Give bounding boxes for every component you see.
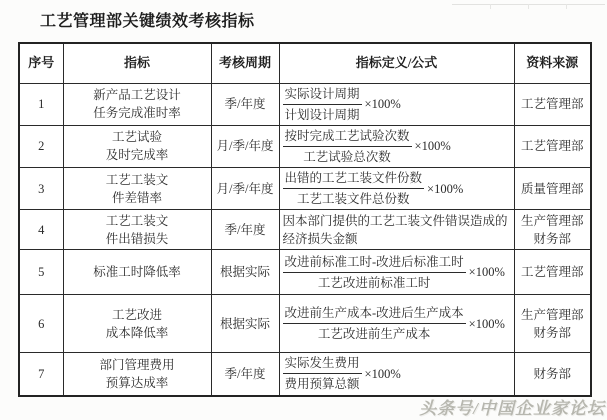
cell-data-source [514, 250, 591, 295]
fraction-numerator: 实际发生费用 [283, 354, 362, 374]
source-line: 生产管理部 [520, 213, 584, 228]
cell-serial-number: 7 [19, 353, 63, 396]
formula [283, 354, 511, 393]
cell-definition-formula [279, 295, 514, 353]
header-definition-formula: 指标定义/公式 [279, 43, 514, 83]
indicator-line: 部门管理费用 [99, 357, 175, 372]
fraction-numerator: 出错的工艺工装文件份数 [283, 169, 425, 189]
fraction [283, 169, 425, 208]
header-indicator: 指标 [63, 43, 211, 83]
fraction [283, 127, 412, 166]
fraction-denominator: 费用预算总额 [284, 377, 360, 392]
table-row [19, 210, 591, 250]
cell-indicator [63, 168, 211, 210]
indicator-line: 及时完成率 [105, 148, 169, 163]
fraction-numerator: 实际设计周期 [283, 85, 362, 105]
indicator-line: 工艺改进 [111, 307, 162, 322]
table-row [19, 295, 591, 353]
table-row [19, 250, 591, 295]
fraction-denominator: 工艺工装文件总份数 [297, 192, 410, 207]
cell-serial-number: 3 [19, 168, 63, 210]
source-line: 财务部 [533, 366, 571, 381]
cell-data-source [514, 353, 591, 396]
table-row [19, 125, 591, 167]
indicator-line: 工艺试验 [111, 130, 162, 145]
kpi-table-body [19, 83, 591, 396]
source-line: 生产管理部 [520, 307, 584, 322]
indicator-line: 工艺工装文 [105, 213, 169, 228]
cell-assessment-cycle: 月/季/年度 [211, 168, 279, 210]
fraction [283, 304, 466, 343]
fraction-denominator: 工艺试验总次数 [303, 149, 391, 164]
cell-data-source [514, 125, 591, 167]
cell-serial-number: 2 [19, 125, 63, 167]
formula-suffix: ×100% [364, 97, 401, 112]
cell-indicator [63, 125, 211, 167]
cell-definition-formula [279, 168, 514, 210]
formula-suffix: ×100% [468, 316, 505, 331]
cell-definition-formula [279, 210, 514, 250]
cell-assessment-cycle: 月/季/年度 [211, 125, 279, 167]
header-row [19, 43, 591, 83]
cell-assessment-cycle: 根据实际 [211, 295, 279, 353]
indicator-line: 工艺工装文 [105, 172, 169, 187]
kpi-table [18, 42, 592, 397]
formula [283, 304, 511, 343]
cell-assessment-cycle: 季/年度 [211, 210, 279, 250]
header-assessment-cycle: 考核周期 [211, 43, 279, 83]
indicator-line: 件差错率 [111, 190, 162, 205]
source-line: 质量管理部 [520, 181, 584, 196]
source-line: 工艺管理部 [520, 265, 584, 280]
fraction-numerator: 按时完成工艺试验次数 [283, 127, 412, 147]
cell-definition-formula [279, 125, 514, 167]
formula-suffix: ×100% [427, 181, 464, 196]
cell-assessment-cycle: 季/年度 [211, 83, 279, 125]
source-line: 财务部 [533, 231, 571, 246]
cell-data-source [514, 210, 591, 250]
table-row [19, 83, 591, 125]
table-row [19, 353, 591, 396]
formula-suffix: ×100% [364, 366, 401, 381]
fraction [283, 354, 362, 393]
formula-suffix: ×100% [468, 265, 505, 280]
indicator-line: 件出错损失 [105, 231, 169, 246]
fraction-denominator: 工艺改进前标准工时 [317, 275, 431, 290]
cell-data-source [514, 168, 591, 210]
cell-serial-number: 6 [19, 295, 63, 353]
cell-serial-number: 4 [19, 210, 63, 250]
fraction-numerator: 改进前标准工时-改进后标准工时 [283, 253, 466, 273]
cell-definition-formula [279, 83, 514, 125]
cell-data-source [514, 83, 591, 125]
definition-line: 因本部门提供的工艺工装文件错误造成的 [282, 213, 508, 228]
cell-serial-number: 5 [19, 250, 63, 295]
cell-assessment-cycle: 季/年度 [211, 353, 279, 396]
page-title: 工艺管理部关键绩效考核指标 [40, 13, 255, 30]
fraction [283, 253, 466, 292]
source-line: 工艺管理部 [520, 139, 584, 154]
fraction-denominator: 工艺改进前生产成本 [317, 327, 431, 342]
cell-definition-formula [279, 353, 514, 396]
definition-line: 经济损失金额 [282, 231, 358, 246]
formula [283, 127, 511, 166]
table-row [19, 168, 591, 210]
indicator-line: 预算达成率 [105, 375, 169, 390]
formula [283, 253, 511, 292]
cell-assessment-cycle: 根据实际 [211, 250, 279, 295]
cell-indicator [63, 295, 211, 353]
cell-serial-number: 1 [19, 83, 63, 125]
cell-indicator [63, 83, 211, 125]
source-line: 工艺管理部 [520, 97, 584, 112]
fraction [283, 85, 362, 124]
cell-definition-formula [279, 250, 514, 295]
fraction-denominator: 计划设计周期 [284, 107, 360, 122]
formula-suffix: ×100% [414, 139, 451, 154]
cropped-table-edge [452, 4, 605, 12]
formula [283, 169, 511, 208]
indicator-line: 新产品工艺设计 [93, 88, 181, 102]
header-data-source: 资料来源 [514, 43, 591, 83]
kpi-table-header [19, 43, 591, 83]
cell-data-source [514, 295, 591, 353]
cell-indicator [63, 210, 211, 250]
indicator-line: 标准工时降低率 [93, 265, 181, 280]
cell-indicator [63, 250, 211, 295]
source-line: 财务部 [533, 325, 571, 340]
watermark: 头条号/中国企业家论坛 [419, 399, 605, 418]
indicator-line: 成本降低率 [105, 325, 169, 340]
fraction-numerator: 改进前生产成本-改进后生产成本 [283, 304, 466, 324]
formula [283, 85, 511, 124]
cell-indicator [63, 353, 211, 396]
indicator-line: 任务完成准时率 [93, 106, 181, 121]
header-serial-number: 序号 [19, 43, 63, 83]
